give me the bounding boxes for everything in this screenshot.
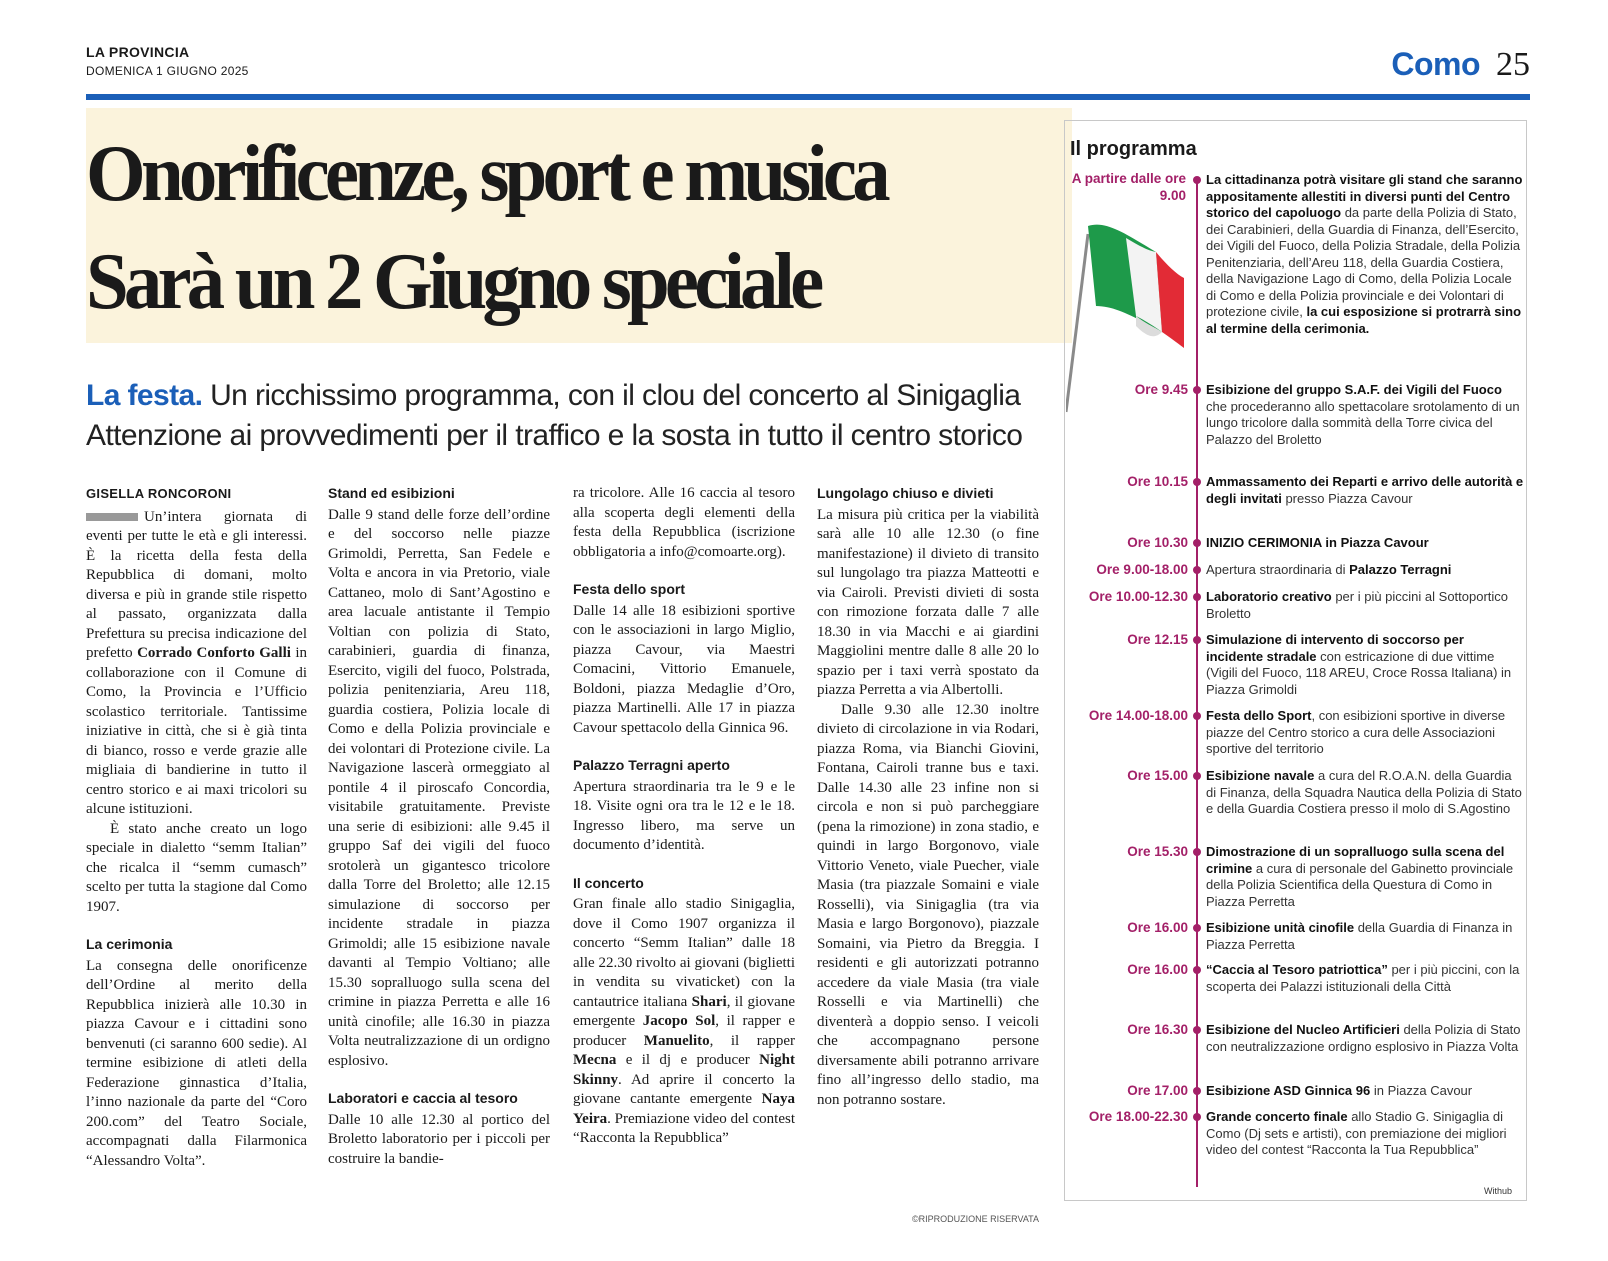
artist-name: Night Skinny: [573, 1052, 795, 1088]
timeline-dot: [1193, 593, 1201, 601]
subheading-sport: Festa dello sport: [573, 581, 686, 597]
paragraph: Gran finale allo stadio Sinigaglia, dove il Como 1907 organizza il concerto “Semm Italian” dalle 18 alle 22.30 rivolto ai giovani (biglietti in vendita su vivaticket) con la cantautrice italiana Shari, il giovane emergente Jacopo Sol, il rapper e producer Manuelito, il rapper Mecna e il dj e producer Night Skinny. Ad aprire il concerto la giovane cantante emergente Naya Yeira. Premiazione video del contest “Racconta la Repubblica”: [573, 896, 796, 1146]
event-description: INIZIO CERIMONIA in Piazza Cavour: [1206, 535, 1429, 550]
artist-name: Manuelito: [643, 1032, 710, 1049]
timeline-dot: [1193, 386, 1201, 394]
event-time: Ore 17.00: [1127, 1083, 1188, 1098]
event-description: Esibizione unità cinofile della Guardia di Finanza in Piazza Perretta: [1206, 920, 1513, 952]
timeline-dot: [1193, 636, 1201, 644]
event-description: Laboratorio creativo per i più piccini al Sottoportico Broletto: [1206, 589, 1509, 621]
event-time: Ore 16.00: [1127, 962, 1188, 977]
programma-title: Il programma: [1070, 138, 1197, 160]
subheading-terragni: Palazzo Terragni aperto: [573, 757, 730, 773]
paragraph: Apertura straordinaria tra le 9 e le 18. Visite ogni ora tra le 12 e le 18. Ingresso libero, ma serve un documento d’identità.: [573, 778, 795, 853]
paragraph: La misura più critica per la viabilità sarà alle 10 alle 12.30 (o fine manifestazione) il divieto di transito sul lungolago tra piazza Matteotti e via Cairoli. Previsti divieti di sosta con rimozione forzata dalle 7 alle 18.30 in via Macchi e ai giardini Maggiolini mentre dalle 8 alle 20 lo spazio per i taxi verrà spostato da piazza Perretta a via Albertolli.: [817, 506, 1039, 698]
byline-bar: [86, 513, 138, 521]
article-column-4: [817, 484, 1039, 1110]
paragraph: ra tricolore. Alle 16 caccia al tesoro alla scoperta degli elementi della festa della Repubblica (iscrizione obbligatoria a info@comoarte.org).: [573, 485, 795, 560]
paragraph: La consegna delle onorificenze dell’Ordine al merito della Repubblica inizierà alle 10.30 in piazza Cavour e i cittadini sono benvenuti (ci saranno 600 sedie). Al termine esibizione di atleti della Federazione ginnastica d’Italia, l’inno nazionale da parte del “Coro 200.com” del Teatro Sociale, accompagnati dalla Filarmonica “Alessandro Volta”.: [86, 957, 307, 1169]
timeline-line: [1196, 182, 1198, 1187]
timeline-dot: [1193, 1026, 1201, 1034]
event-description: Esibizione del Nucleo Artificieri della Polizia di Stato con neutralizzazione ordigno esplosivo in Piazza Volta: [1206, 1022, 1521, 1054]
event-description: Simulazione di intervento di soccorso per incidente stradale con estricazione di due vittime (Vigili del Fuoco, 118 AREU, Croce Rossa Italiana) in Piazza Grimoldi: [1206, 632, 1512, 697]
event-time: Ore 10.00-12.30: [1088, 589, 1188, 604]
event-description: Ammassamento dei Reparti e arrivo delle autorità e degli invitati presso Piazza Cavour: [1206, 474, 1524, 506]
newspaper-name: LA PROVINCIA: [86, 44, 190, 60]
paragraph: Dalle 9.30 alle 12.30 inoltre divieto di circolazione in via Rodari, piazza Roma, via Bianchi Giovini, Fontana, Cairoli tranne bus e taxi. Dalle 14.30 alle 23 infine non si circola e non si può parcheggiare (pena la rimozione) in zona stadio, e quindi in largo Borgonovo, viale Vittorio Veneto, viale Puecher, viale Masia (tra piazzale Somaini e viale Rosselli), via Sinigaglia (tra via Masia e largo Borgonovo), piazzale Somaini, via Pietro da Breggia. I residenti e gli autorizzati potranno accedere da viale Masia (tra viale Rosselli e via Martinelli) che diventerà a doppio senso. I veicoli che accompagnano persone diversamente abili potranno arrivare fino all’ingresso dello stadio, ma non potranno sostare.: [817, 701, 1039, 1108]
timeline-dot: [1193, 966, 1201, 974]
event-time: Ore 10.15: [1127, 474, 1188, 489]
event-time: Ore 16.30: [1127, 1022, 1188, 1037]
event-time: A partire dalle ore 9.00: [1071, 171, 1186, 203]
subheading-cerimonia: La cerimonia: [86, 936, 173, 952]
article-column-1: [86, 484, 307, 1171]
event-description: Grande concerto finale allo Stadio G. Sinigaglia di Como (Dj sets e artisti), con premiazione dei migliori video del contest “Racconta la Tua Repubblica”: [1206, 1109, 1507, 1157]
event-description: Esibizione del gruppo S.A.F. dei Vigili del Fuoco che procederanno allo spettacolare srotolamento di un lungo tricolore dalla sommità della Torre civica del Palazzo del Broletto: [1206, 382, 1520, 447]
event-time: Ore 16.00: [1127, 920, 1188, 935]
section-name: Como: [1391, 46, 1480, 82]
event-description: Esibizione navale a cura del R.O.A.N. della Guardia di Finanza, della Squadra Nautica della Polizia di Stato e della Guardia Costiera presso il molo di S.Agostino: [1206, 768, 1522, 816]
event-description: Festa dello Sport, con esibizioni sportive in diverse piazze del Centro storico a cura delle Associazioni sportive del territorio: [1206, 708, 1506, 756]
header-rule: [86, 94, 1530, 100]
timeline-dot: [1193, 539, 1201, 547]
headline: [86, 120, 1046, 336]
event-description: Dimostrazione di un sopralluogo sulla scena del crimine a cura di personale del Gabinetto provinciale della Polizia Scientifica della Questura di Como in Piazza Perretta: [1206, 844, 1514, 909]
subheading-stand: Stand ed esibizioni: [328, 485, 455, 501]
event-description: “Caccia al Tesoro patriottica” per i più piccini, con la scoperta dei Palazzi istituzionali della Città: [1206, 962, 1520, 994]
article-column-3: [573, 484, 795, 1149]
subheading-laboratori: Laboratori e caccia al tesoro: [328, 1090, 518, 1106]
artist-name: Jacopo Sol: [642, 1013, 716, 1029]
event-time: Ore 15.30: [1127, 844, 1188, 859]
subhead-line-2: Attenzione ai provvedimenti per il traffico e la sosta in tutto il centro storico: [86, 419, 1023, 452]
headline-line-1: Onorificenze, sport e musica: [86, 130, 886, 218]
paragraph: Dalle 14 alle 18 esibizioni sportive con le associazioni in largo Miglio, piazza Cavour, via Maestri Comacini, Vittorio Emanuele, Boldoni, piazza Medaglie d’Oro, piazza Martinelli. Alle 17 in piazza Cavour spettacolo della Ginnica 96.: [573, 602, 795, 736]
artist-name: Mecna: [573, 1052, 617, 1068]
issue-date: DOMENICA 1 GIUGNO 2025: [86, 64, 249, 78]
prefect-name: Corrado Conforto Galli: [137, 645, 291, 661]
subhead-line-1: Un ricchissimo programma, con il clou del concerto al Sinigaglia: [202, 379, 1021, 412]
subheading-lungolago: Lungolago chiuso e divieti: [817, 485, 994, 501]
timeline-dot: [1193, 772, 1201, 780]
event-time: Ore 14.00-18.00: [1088, 708, 1188, 723]
section-header: [1391, 46, 1530, 84]
event-description: Apertura straordinaria di Palazzo Terragni: [1206, 562, 1452, 577]
timeline-dot: [1193, 1113, 1201, 1121]
artist-name: Shari: [691, 993, 727, 1010]
paragraph: Un’intera giornata di eventi per tutte le età e gli interessi. È la ricetta della festa della Repubblica di domani, molto diversa e più in grande stile rispetto al passato, organizzata dalla Prefettura su precisa indicazione del prefetto: [86, 508, 307, 661]
timeline-dot: [1193, 924, 1201, 932]
timeline-dot: [1193, 478, 1201, 486]
paragraph: È stato anche creato un logo speciale in dialetto “semm Italian” che ricalca il “semm cumasch” scelto per tutta la stagione dal Como 1907.: [86, 820, 307, 915]
event-time: Ore 12.15: [1127, 632, 1188, 647]
event-time: Ore 9.00-18.00: [1096, 562, 1188, 577]
copyright-note: ©RIPRODUZIONE RISERVATA: [912, 1214, 1039, 1224]
event-time: Ore 9.45: [1134, 382, 1188, 397]
timeline-dot: [1193, 566, 1201, 574]
event-time: Ore 18.00-22.30: [1088, 1109, 1188, 1124]
event-description: La cittadinanza potrà visitare gli stand che saranno appositamente allestiti in diversi punti del Centro storico del capoluogo da parte della Polizia di Stato, dei Carabinieri, della Guardia di Finanza, dell’Esercito, dei Vigili del Fuoco, della Polizia Stradale, della Polizia Penitenziaria, dell’Areu 118, della Guardia Costiera, della Navigazione Lago di Como, della Polizia Locale di Como e della Polizia provinciale e dei Volontari di protezione civile, la cui esposizione si protrarrà sino al termine della cerimonia.: [1206, 172, 1523, 336]
timeline-dot: [1193, 1087, 1201, 1095]
subheading-concerto: Il concerto: [573, 874, 644, 891]
artist-name: Naya Yeira: [573, 1091, 795, 1127]
credit: Withub: [1484, 1186, 1513, 1196]
kicker: La festa.: [86, 379, 203, 412]
subheadline: [86, 376, 1086, 456]
byline: GISELLA RONCORONI: [86, 486, 232, 501]
masthead: [86, 44, 249, 78]
paragraph: Dalle 9 stand delle forze dell’ordine e del soccorso nelle piazze Grimoldi, Perretta, San Fedele e Volta e ancora in via Pretorio, viale Cattaneo, molo di Sant’Agostino e area lacuale antistante il Tempio Voltian con polizia di Stato, carabinieri, guardia di finanza, Esercito, vigili del fuoco, Polstrada, polizia penitenziaria, Areu 118, guardia costiera, Polizia locale di Como e della Polizia provinciale e dei volontari di Protezione civile. La Navigazione lascerà ormeggiato al pontile 4 il piroscafo Concordia, visitabile gratuitamente. Previste una serie di esibizioni: alle 9.45 il gruppo Saf dei vigili del fuoco srotolerà un gigantesco tricolore dalla Torre del Broletto; alle 12.15 simulazione di soccorso per incidente stradale in piazza Grimoldi; alle 15 esibizione navale davanti al Tempio Voltiano; alle 15.30 sopralluogo sulla scena del crimine in piazza Perretta e alle 16 unità cinofile; alle 16.30 in piazza Volta neutralizzazione di un ordigno esplosivo.: [328, 506, 550, 1069]
event-time: Ore 15.00: [1127, 768, 1188, 783]
page-number: 25: [1496, 46, 1530, 83]
timeline-dot: [1193, 712, 1201, 720]
paragraph: in collaborazione con il Comune di Como, la Provincia e l’Ufficio scolastico territoriale. Tantissime iniziative in città, che si è già tinta di bianco, rosso e verde grazie alle migliaia di bandierine in tutto il centro storico e ai maxi tricolori su alcune istituzioni.: [86, 645, 308, 817]
paragraph: Dalle 10 alle 12.30 al portico del Broletto laboratorio per i piccoli per costruire la bandie-: [328, 1111, 550, 1167]
timeline-dot: [1193, 176, 1201, 184]
article-column-2: [328, 484, 550, 1169]
event-time: Ore 10.30: [1127, 535, 1188, 550]
event-description: Esibizione ASD Ginnica 96 in Piazza Cavour: [1206, 1083, 1473, 1098]
headline-line-2: Sarà un 2 Giugno speciale: [86, 238, 820, 326]
timeline-dot: [1193, 848, 1201, 856]
